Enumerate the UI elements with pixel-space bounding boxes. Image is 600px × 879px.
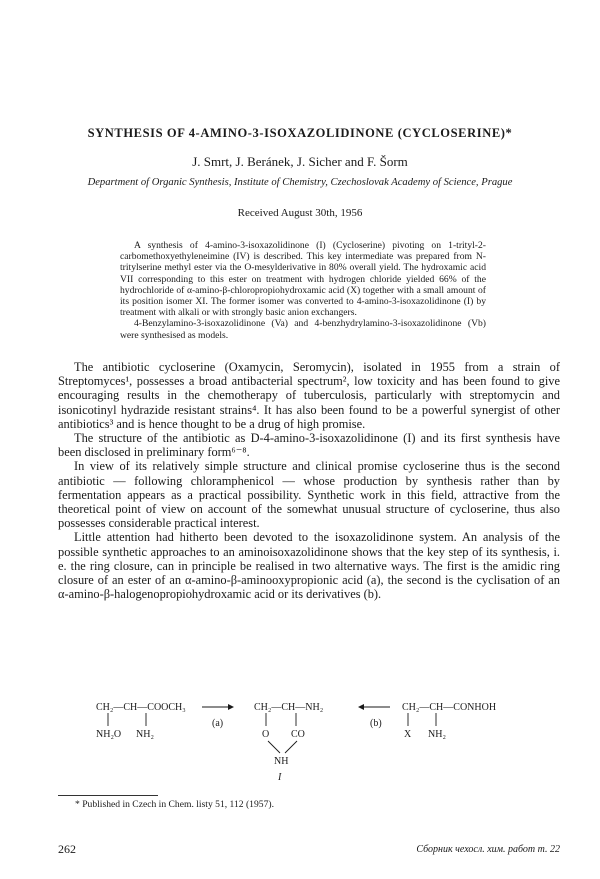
body-paragraph: In view of its relatively simple structure and clinical promise cycloserine thus is the second antibiotic — following chloramphenicol — whose production by synthesis rather than by fermentation appears as a practical possibility. Synthetic work in this field, attractive from the theoretical point of view on account of the somewhat unusual structure of cycloserine, thus also possesses considerable practical interest. <box>58 459 560 531</box>
arrow-head-icon <box>228 704 234 710</box>
scheme-center-nh: NH <box>274 756 289 767</box>
affiliation: Department of Organic Synthesis, Institute of Chemistry, Czechoslovak Academy of Science, Prague <box>87 177 513 188</box>
reaction-scheme <box>96 700 566 782</box>
scheme-center-top: CH₂—CH—NH₂ <box>254 702 324 713</box>
received-date: Received August 30th, 1956 <box>237 207 363 219</box>
bond-line <box>268 741 280 753</box>
body-paragraph: Little attention had hitherto been devoted to the isoxazolidinone system. An analysis of the possible synthetic approaches to an aminoisoxazolidinone shows that the key step of its synthesis, i. e. the ring closure, can in principle be realised in two alternative ways. The first is the amidic ring closure of an ester of an α-amino-β-aminooxypropionic acid (a), the second is the cyclisation of an α-amino-β-halogenopropiohydroxamic acid or its derivatives (b). <box>58 530 560 602</box>
body-paragraph: The structure of the antibiotic as D-4-amino-3-isoxazolidinone (I) and its first synthesis have been disclosed in preliminary form⁶⁻⁸. <box>58 431 560 460</box>
page-number: 262 <box>58 842 76 856</box>
footnote: * Published in Czech in Chem. listy 51, 112 (1957). <box>75 799 274 810</box>
paper-title: SYNTHESIS OF 4-AMINO-3-ISOXAZOLIDINONE (CYCLOSERINE)* <box>87 126 513 140</box>
bond-line <box>285 741 297 753</box>
abstract-paragraph: A synthesis of 4-amino-3-isoxazolidinone (I) (Cycloserine) pivoting on 1-trityl-2-carbomethoxyethyleneimine (IV) is described. This key intermediate was prepared from N-tritylserine methyl ester via the O-mesylderivative in 80% overall yield. The hydroxamic acid VII corresponding to this ester on treatment with hydrogen chloride yielded 66% of the hydrochloride of α-amino-β-chloropropiohydroxamic acid (X) together with a small amount of its position isomer XI. The former isomer was converted to 4-amino-3-isoxazolidinone (I) by treatment with alkali or with strongly basic anion exchangers. <box>120 240 486 319</box>
scheme-right-bottom-2: NH₂ <box>428 729 446 740</box>
author-line: J. Smrt, J. Beránek, J. Sicher and F. Šorm <box>192 154 408 169</box>
abstract <box>120 240 486 341</box>
scheme-center-o: O <box>262 729 270 740</box>
scheme-left-bottom-1: NH₂O <box>96 729 122 740</box>
scheme-compound-label: I <box>278 772 282 782</box>
journal-footer: Сборник чехосл. хим. работ т. 22 <box>416 844 560 855</box>
scheme-left-top: CH₂—CH—COOCH₃ <box>96 702 186 713</box>
scheme-left-bottom-2: NH₂ <box>136 729 154 740</box>
scheme-arrow-b: (b) <box>370 718 382 729</box>
abstract-paragraph: 4-Benzylamino-3-isoxazolidinone (Va) and 4-benzhydrylamino-3-isoxazolidinone (Vb) were synthesised as models. <box>120 318 486 341</box>
scheme-right-bottom-1: X <box>404 729 412 740</box>
body-text <box>58 360 560 601</box>
scheme-center-co: CO <box>291 729 305 740</box>
body-paragraph: The antibiotic cycloserine (Oxamycin, Seromycin), isolated in 1955 from a strain of Streptomyces¹, possesses a broad antibacterial spectrum², low toxicity and has been found to give encouraging results in the chemotherapy of tuberculosis, particularly with streptomycin and isonicotinyl hydrazide resistant strains⁴. It has also been found to be a powerful synergist of other antibiotics³ and is hence thought to be a drug of high promise. <box>58 360 560 431</box>
arrow-head-icon <box>358 704 364 710</box>
scheme-arrow-a: (a) <box>212 718 224 729</box>
scheme-drawing <box>96 700 566 782</box>
footnote-divider <box>58 795 158 796</box>
scheme-right-top: CH₂—CH—CONHOH <box>402 702 497 713</box>
